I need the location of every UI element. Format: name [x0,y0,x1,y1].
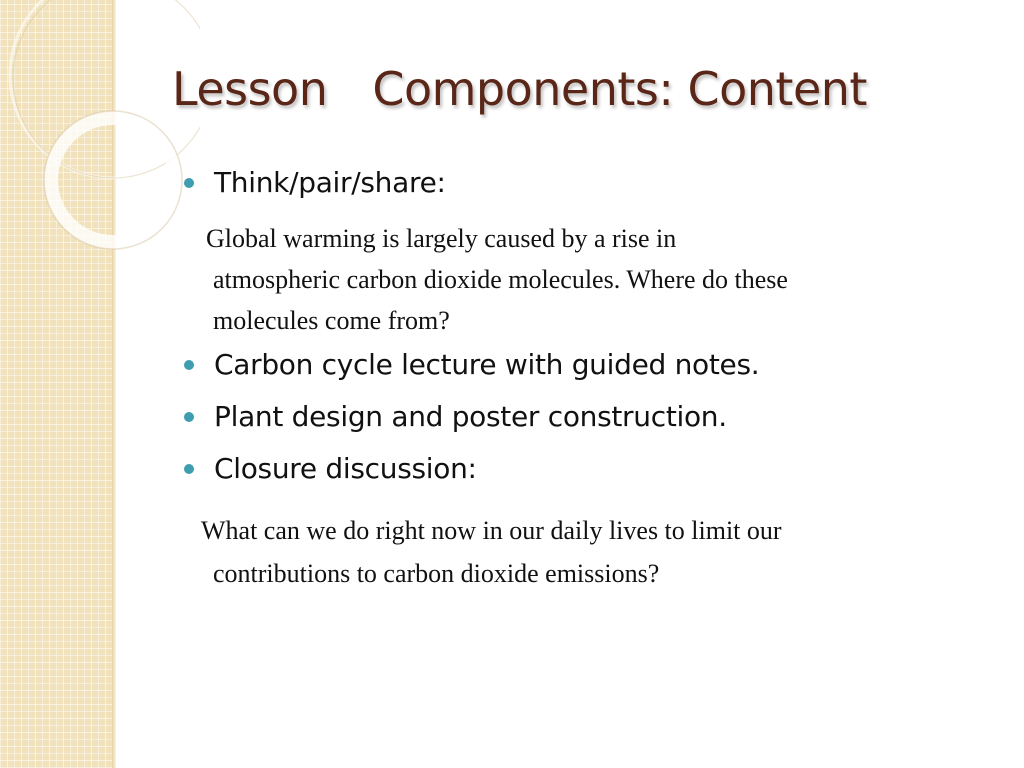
bullet-carbon-cycle-lecture [184,348,759,381]
slide-title: Lesson Components: Content [172,62,867,116]
bullet-label: Closure discussion: [214,452,477,485]
bullet-plant-design [184,400,727,433]
decorative-rings [0,0,200,260]
question-line: molecules come from? [213,306,450,335]
bullet-label: Carbon cycle lecture with guided notes. [214,348,760,381]
question-line: Global warming is largely caused by a rise in [206,224,677,253]
question-line: atmospheric carbon dioxide molecules. Where do these [213,265,788,294]
bullet-dot [184,464,194,474]
bullet-dot [184,412,194,422]
closure-question-line: contributions to carbon dioxide emissions? [213,559,660,588]
bullet-dot [184,178,194,188]
bullet-label: Think/pair/share: [214,166,446,199]
bullet-label: Plant design and poster construction. [214,400,727,433]
bullet-dot [184,360,194,370]
bullet-think-pair-share [184,166,446,199]
closure-question-line: What can we do right now in our daily lives to limit our [201,516,782,545]
bullet-closure-discussion [184,452,477,485]
